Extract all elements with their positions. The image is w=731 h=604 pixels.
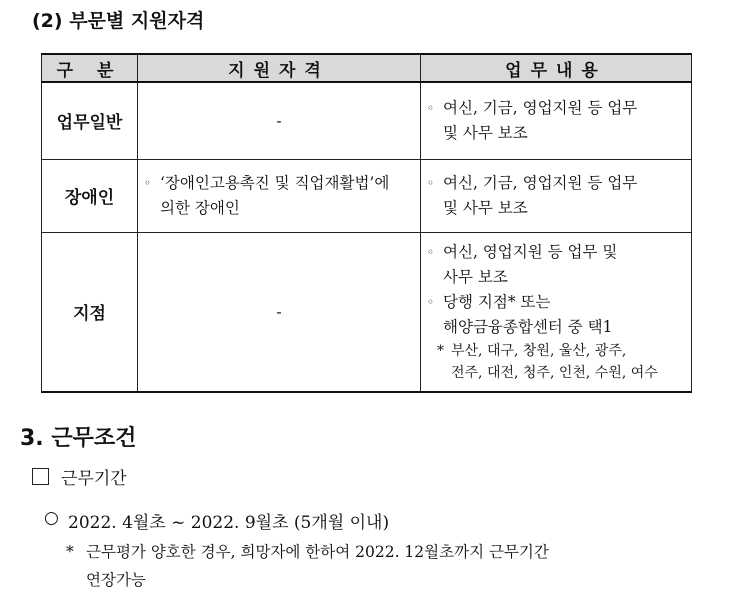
row-duties: ◦ 여신, 영업지원 등 업무 및 사무 보조 ◦ 당행 지점* 또는 해양금융종합센터 중 택1 * 부산, 대구, 창원, 울산, 광주, 전주, 대전, 청주, 인천, 수원, 여수 xyxy=(421,232,692,392)
qualification-table xyxy=(41,53,692,393)
period-item xyxy=(44,508,389,533)
row-qualification: ◦ ‘장애인고용촉진 및 직업재활법’에 의한 장애인 xyxy=(138,159,421,232)
table-row xyxy=(42,232,692,392)
table-row xyxy=(42,159,692,232)
row-duties: ◦ 여신, 기금, 영업지원 등 업무 및 사무 보조 xyxy=(421,159,692,232)
period-text: 2022. 4월초 ~ 2022. 9월초 (5개월 이내) xyxy=(68,513,390,533)
branch-note: * 부산, 대구, 창원, 울산, 광주, xyxy=(437,342,627,359)
row-duties: ◦ 여신, 기금, 영업지원 등 업무 및 사무 보조 xyxy=(421,82,692,159)
checkbox-square-icon xyxy=(32,468,49,485)
work-period-label: 근무기간 xyxy=(61,469,127,489)
header-qualification: 지원자격 xyxy=(138,54,421,82)
row-category: 업무일반 xyxy=(42,82,138,159)
extension-note: * 근무평가 양호한 경우, 희망자에 한하여 2022. 12월초까지 근무기간 연장가능 xyxy=(66,543,549,589)
section-heading: (2) 부문별 지원자격 xyxy=(32,10,205,32)
table-row xyxy=(42,82,692,159)
table-header-row xyxy=(42,54,692,82)
circle-bullet-icon: ○ xyxy=(44,508,59,528)
header-category: 구 분 xyxy=(42,54,138,82)
work-conditions-title: 3. 근무조건 xyxy=(20,426,137,451)
header-duties: 업무내용 xyxy=(421,54,692,82)
work-period-item xyxy=(32,464,127,489)
row-qualification: - xyxy=(138,232,421,392)
row-category: 장애인 xyxy=(42,159,138,232)
row-qualification: - xyxy=(138,82,421,159)
row-category: 지점 xyxy=(42,232,138,392)
